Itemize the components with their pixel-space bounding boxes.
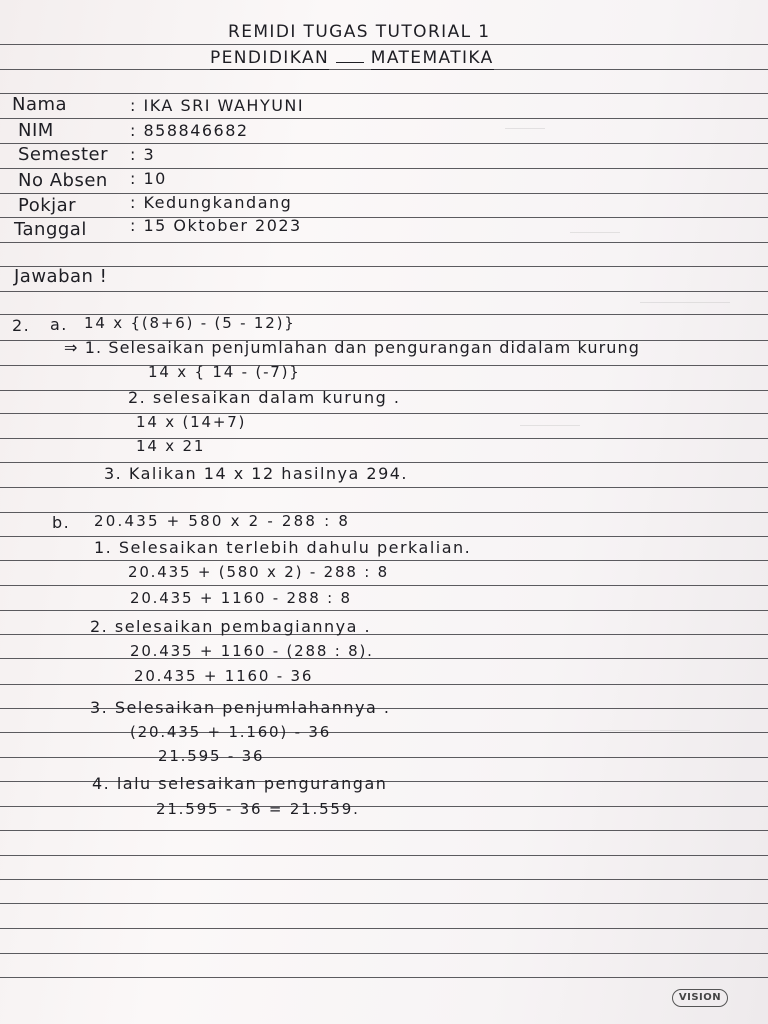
pokjar-value: : Kedungkandang xyxy=(130,193,293,212)
part-a-step1: ⇒ 1. Selesaikan penjumlahan dan pengurangan didalam kurung xyxy=(64,338,641,357)
subject-line xyxy=(210,48,494,68)
part-a-letter: a. xyxy=(50,315,68,334)
tanggal-label: Tanggal xyxy=(14,219,87,240)
part-b-step4: 4. lalu selesaikan pengurangan xyxy=(92,774,388,793)
nama-label: Nama xyxy=(12,94,68,115)
vision-brand-logo: VISION xyxy=(672,989,728,1007)
part-b-step2: 2. selesaikan pembagiannya . xyxy=(90,617,372,636)
question-number: 2. xyxy=(12,316,31,335)
part-b-step3-math2: 21.595 - 36 xyxy=(158,747,265,765)
part-a-problem: 14 x {(8+6) - (5 - 12)} xyxy=(84,314,296,332)
answers-heading: Jawaban ! xyxy=(14,266,108,287)
part-b-step1-math1: 20.435 + (580 x 2) - 288 : 8 xyxy=(128,563,389,581)
absen-value: : 10 xyxy=(130,169,167,188)
part-a-step3: 3. Kalikan 14 x 12 hasilnya 294. xyxy=(104,464,409,483)
pokjar-label: Pokjar xyxy=(18,195,77,216)
semester-value: : 3 xyxy=(130,145,156,164)
part-b-step2-math1: 20.435 + 1160 - (288 : 8). xyxy=(130,642,374,660)
page-title: REMIDI TUGAS TUTORIAL 1 xyxy=(228,22,491,42)
part-b-step2-math2: 20.435 + 1160 - 36 xyxy=(134,667,314,685)
tanggal-value: : 15 Oktober 2023 xyxy=(130,216,302,235)
part-b-step3-math1: (20.435 + 1.160) - 36 xyxy=(130,723,332,741)
part-a-step2: 2. selesaikan dalam kurung . xyxy=(128,388,401,407)
part-b-step1-math2: 20.435 + 1160 - 288 : 8 xyxy=(130,589,352,607)
part-b-problem: 20.435 + 580 x 2 - 288 : 8 xyxy=(94,512,351,530)
nama-value: : IKA SRI WAHYUNI xyxy=(130,96,305,115)
semester-label: Semester xyxy=(18,144,109,165)
subject-left: PENDIDIKAN xyxy=(210,48,330,68)
nim-label: NIM xyxy=(18,120,54,141)
part-b-step4-math: 21.595 - 36 = 21.559. xyxy=(156,800,360,818)
nim-value: : 858846682 xyxy=(130,121,249,140)
part-b-step1: 1. Selesaikan terlebih dahulu perkalian. xyxy=(94,538,472,557)
part-a-step2-math1: 14 x (14+7) xyxy=(136,413,247,431)
part-b-letter: b. xyxy=(52,513,71,532)
part-a-step1-math: 14 x { 14 - (-7)} xyxy=(148,363,301,381)
subject-right: MATEMATIKA xyxy=(370,48,494,68)
part-a-step2-math2: 14 x 21 xyxy=(136,437,206,455)
part-b-step3: 3. Selesaikan penjumlahannya . xyxy=(90,698,391,717)
absen-label: No Absen xyxy=(18,170,108,191)
